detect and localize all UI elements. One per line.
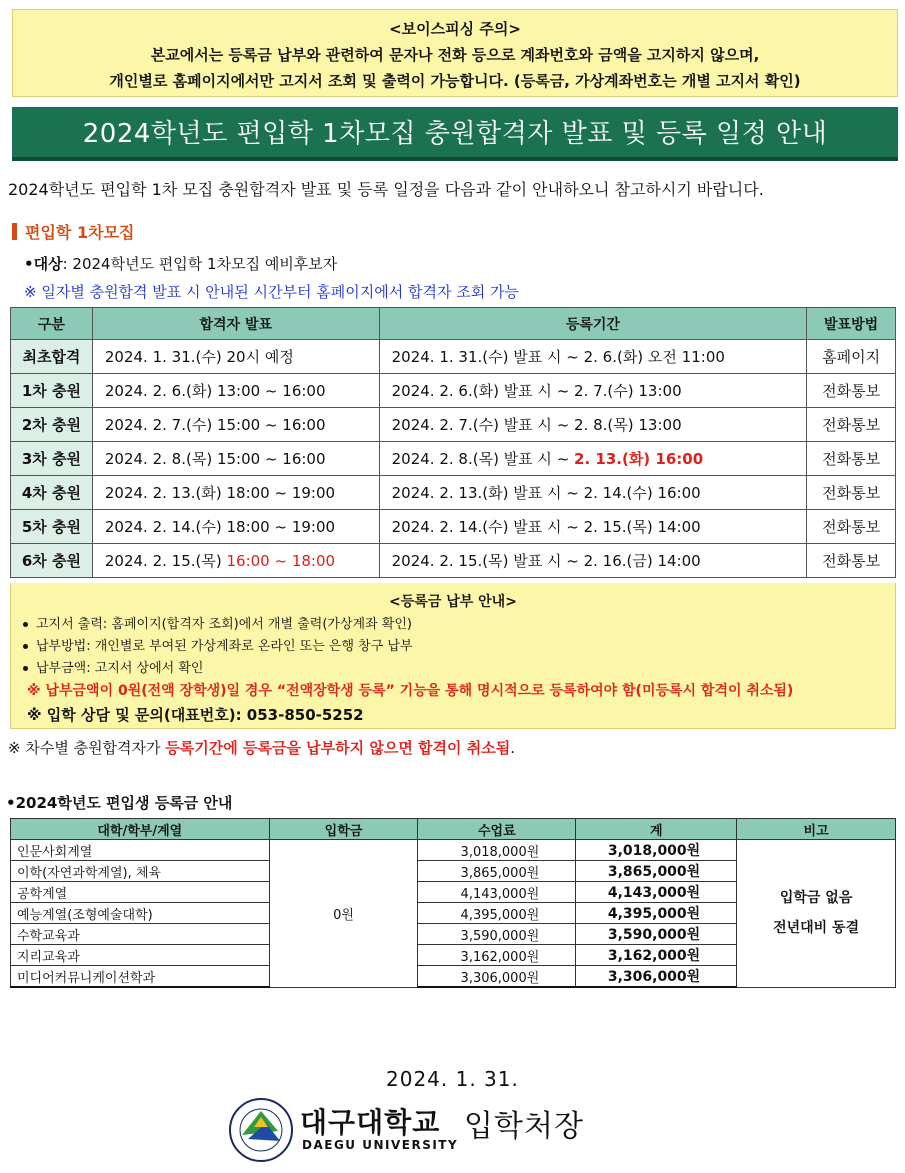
tuition-cell: 3,018,000원 (418, 840, 576, 861)
fee-header-dept: 대학/학부/계열 (11, 819, 270, 840)
registration-text: 2024. 2. 14.(수) 발표 시 ~ 2. 15.(목) 14:00 (391, 518, 701, 536)
method-cell: 전화통보 (807, 408, 896, 442)
dept-cell: 미디어커뮤니케이션학과 (11, 966, 270, 988)
announce-cell (92, 544, 379, 578)
payment-guide-box (10, 583, 896, 729)
bullet-icon (23, 644, 28, 649)
announce-text: 2024. 2. 6.(화) 13:00 ~ 16:00 (104, 382, 326, 400)
registration-cell (379, 544, 807, 578)
dept-cell: 공학계열 (11, 882, 270, 903)
section-heading (12, 220, 134, 243)
method-cell: 홈페이지 (807, 340, 896, 374)
method-cell: 전화통보 (807, 510, 896, 544)
method-cell: 전화통보 (807, 544, 896, 578)
announce-text: 2024. 2. 7.(수) 15:00 ~ 16:00 (104, 416, 326, 434)
dept-cell: 인문사회계열 (11, 840, 270, 861)
target-line (24, 253, 337, 274)
schedule-row (11, 476, 896, 510)
header-registration: 등록기간 (379, 308, 807, 340)
header-method: 발표방법 (807, 308, 896, 340)
header-announce: 합격자 발표 (92, 308, 379, 340)
total-cell: 3,865,000원 (576, 861, 737, 882)
dept-cell: 지리교육과 (11, 945, 270, 966)
dept-cell: 이학(자연과학계열), 체육 (11, 861, 270, 882)
registration-cell (379, 442, 807, 476)
fee-header-row (11, 819, 896, 840)
cancel-note-prefix: ※ 차수별 충원합격자가 (8, 739, 166, 757)
registration-cell (379, 374, 807, 408)
announce-cell (92, 510, 379, 544)
method-cell: 전화통보 (807, 374, 896, 408)
section-bar-icon (12, 223, 17, 240)
target-value: : 2024학년도 편입학 1차모집 예비후보자 (62, 255, 338, 273)
tuition-cell: 3,865,000원 (418, 861, 576, 882)
fee-header-tuition: 수업료 (418, 819, 576, 840)
fee-header-admission: 입학금 (269, 819, 418, 840)
target-label: •대상 (24, 255, 63, 273)
dept-cell: 예능계열(조형예술대학) (11, 903, 270, 924)
method-cell: 전화통보 (807, 442, 896, 476)
payment-item-text: 납부금액: 고지서 상에서 확인 (36, 661, 204, 676)
dept-cell: 수학교육과 (11, 924, 270, 945)
total-cell: 3,018,000원 (576, 840, 737, 861)
announce-cell (92, 374, 379, 408)
university-seal-logo (228, 1097, 294, 1163)
announce-text: 2024. 2. 8.(목) 15:00 ~ 16:00 (104, 450, 326, 468)
tuition-cell: 3,162,000원 (418, 945, 576, 966)
office-title: 입학처장 (464, 1109, 584, 1144)
schedule-header-row (11, 308, 896, 340)
announce-text: 2024. 2. 14.(수) 18:00 ~ 19:00 (104, 518, 336, 536)
schedule-row (11, 374, 896, 408)
round-cell: 1차 충원 (11, 374, 93, 408)
warning-line-1: 본교에서는 등록금 납부와 관련하여 문자나 전화 등으로 계좌번호와 금액을 고지하지 않으며, (150, 46, 760, 64)
bullet-icon (23, 622, 28, 627)
round-cell: 6차 충원 (11, 544, 93, 578)
registration-cell (379, 476, 807, 510)
cancel-note-red: 등록기간에 등록금을 납부하지 않으면 합격이 취소됨 (165, 739, 511, 757)
section-heading-label: 편입학 1차모집 (25, 223, 135, 242)
payment-item-text: 고지서 출력: 홈페이지(합격자 조회)에서 개별 출력(가상계좌 확인) (36, 617, 412, 632)
payment-guide-title: <등록금 납부 안내> (389, 594, 517, 610)
registration-cell (379, 510, 807, 544)
schedule-row (11, 408, 896, 442)
zero-payment-note: ※ 납부금액이 0원(전액 장학생)일 경우 “전액장학생 등록” 기능을 통해 명시적으로 등록하여야 함(미등록시 합격이 취소됨) (27, 683, 794, 699)
announce-text: 2024. 1. 31.(수) 20시 예정 (104, 348, 294, 366)
registration-red-text: 2. 13.(화) 16:00 (574, 450, 704, 468)
lookup-note: ※ 일자별 충원합격 발표 시 안내된 시간부터 홈페이지에서 합격자 조회 가능 (24, 283, 519, 301)
tuition-cell: 3,306,000원 (418, 966, 576, 988)
fee-header-total: 계 (576, 819, 737, 840)
fee-table (10, 818, 896, 988)
announce-red-text: 16:00 ~ 18:00 (226, 552, 336, 570)
announce-cell (92, 476, 379, 510)
registration-cell (379, 340, 807, 374)
registration-cell (379, 408, 807, 442)
round-cell: 3차 충원 (11, 442, 93, 476)
schedule-row (11, 340, 896, 374)
registration-text: 2024. 2. 6.(화) 발표 시 ~ 2. 7.(수) 13:00 (391, 382, 682, 400)
round-cell: 5차 충원 (11, 510, 93, 544)
total-cell: 3,590,000원 (576, 924, 737, 945)
total-cell: 4,143,000원 (576, 882, 737, 903)
payment-item (23, 635, 413, 654)
total-cell: 3,162,000원 (576, 945, 737, 966)
round-cell: 2차 충원 (11, 408, 93, 442)
payment-item-text: 납부방법: 개인별로 부여된 가상계좌로 온라인 또는 은행 창구 납부 (36, 639, 413, 654)
contact-line: ※ 입학 상담 및 문의(대표번호): 053-850-5252 (27, 706, 364, 724)
tuition-cell: 4,395,000원 (418, 903, 576, 924)
page-title: 2024학년도 편입학 1차모집 충원합격자 발표 및 등록 일정 안내 (12, 107, 898, 161)
registration-text: 2024. 1. 31.(수) 발표 시 ~ 2. 6.(화) 오전 11:00 (391, 348, 725, 366)
bullet-icon (23, 666, 28, 671)
schedule-table (10, 307, 896, 578)
total-cell: 4,395,000원 (576, 903, 737, 924)
voice-phishing-warning (12, 9, 898, 97)
university-name: 대구대학교 (300, 1106, 441, 1139)
payment-item (23, 613, 412, 632)
warning-title: <보이스피싱 주의> (389, 20, 521, 38)
announce-cell (92, 408, 379, 442)
registration-text: 2024. 2. 8.(목) 발표 시 ~ (391, 450, 575, 468)
warning-line-2: 개인별로 홈페이지에서만 고지서 조회 및 출력이 가능합니다. (등록금, 가상계좌번호는 개별 고지서 확인) (109, 72, 801, 90)
cancel-note-suffix: . (510, 739, 515, 757)
fee-header-remark: 비고 (737, 819, 896, 840)
tuition-cell: 3,590,000원 (418, 924, 576, 945)
cancellation-note (8, 737, 515, 758)
registration-text: 2024. 2. 7.(수) 발표 시 ~ 2. 8.(목) 13:00 (391, 416, 682, 434)
schedule-row (11, 442, 896, 476)
schedule-row (11, 510, 896, 544)
registration-text: 2024. 2. 15.(목) 발표 시 ~ 2. 16.(금) 14:00 (391, 552, 701, 570)
university-name-english: DAEGU UNIVERSITY (302, 1138, 459, 1152)
announce-cell (92, 442, 379, 476)
intro-text: 2024학년도 편입학 1차 모집 충원합격자 발표 및 등록 일정을 다음과 같이 안내하오니 참고하시기 바랍니다. (8, 180, 764, 199)
registration-text: 2024. 2. 13.(화) 발표 시 ~ 2. 14.(수) 16:00 (391, 484, 701, 502)
header-round: 구분 (11, 308, 93, 340)
announce-cell (92, 340, 379, 374)
remark-line-1: 입학금 없음 (779, 890, 853, 907)
schedule-row (11, 544, 896, 578)
fee-heading: •2024학년도 편입생 등록금 안내 (6, 794, 233, 812)
round-cell: 최초합격 (11, 340, 93, 374)
payment-item (23, 657, 203, 676)
round-cell: 4차 충원 (11, 476, 93, 510)
issue-date: 2024. 1. 31. (386, 1067, 519, 1091)
fee-row (11, 840, 896, 861)
remark-line-2: 전년대비 동결 (773, 920, 860, 937)
admission-fee-cell: 0원 (269, 840, 418, 988)
remark-cell (737, 840, 896, 988)
total-cell: 3,306,000원 (576, 966, 737, 988)
method-cell: 전화통보 (807, 476, 896, 510)
announce-text: 2024. 2. 15.(목) (104, 552, 227, 570)
announce-text: 2024. 2. 13.(화) 18:00 ~ 19:00 (104, 484, 336, 502)
tuition-cell: 4,143,000원 (418, 882, 576, 903)
